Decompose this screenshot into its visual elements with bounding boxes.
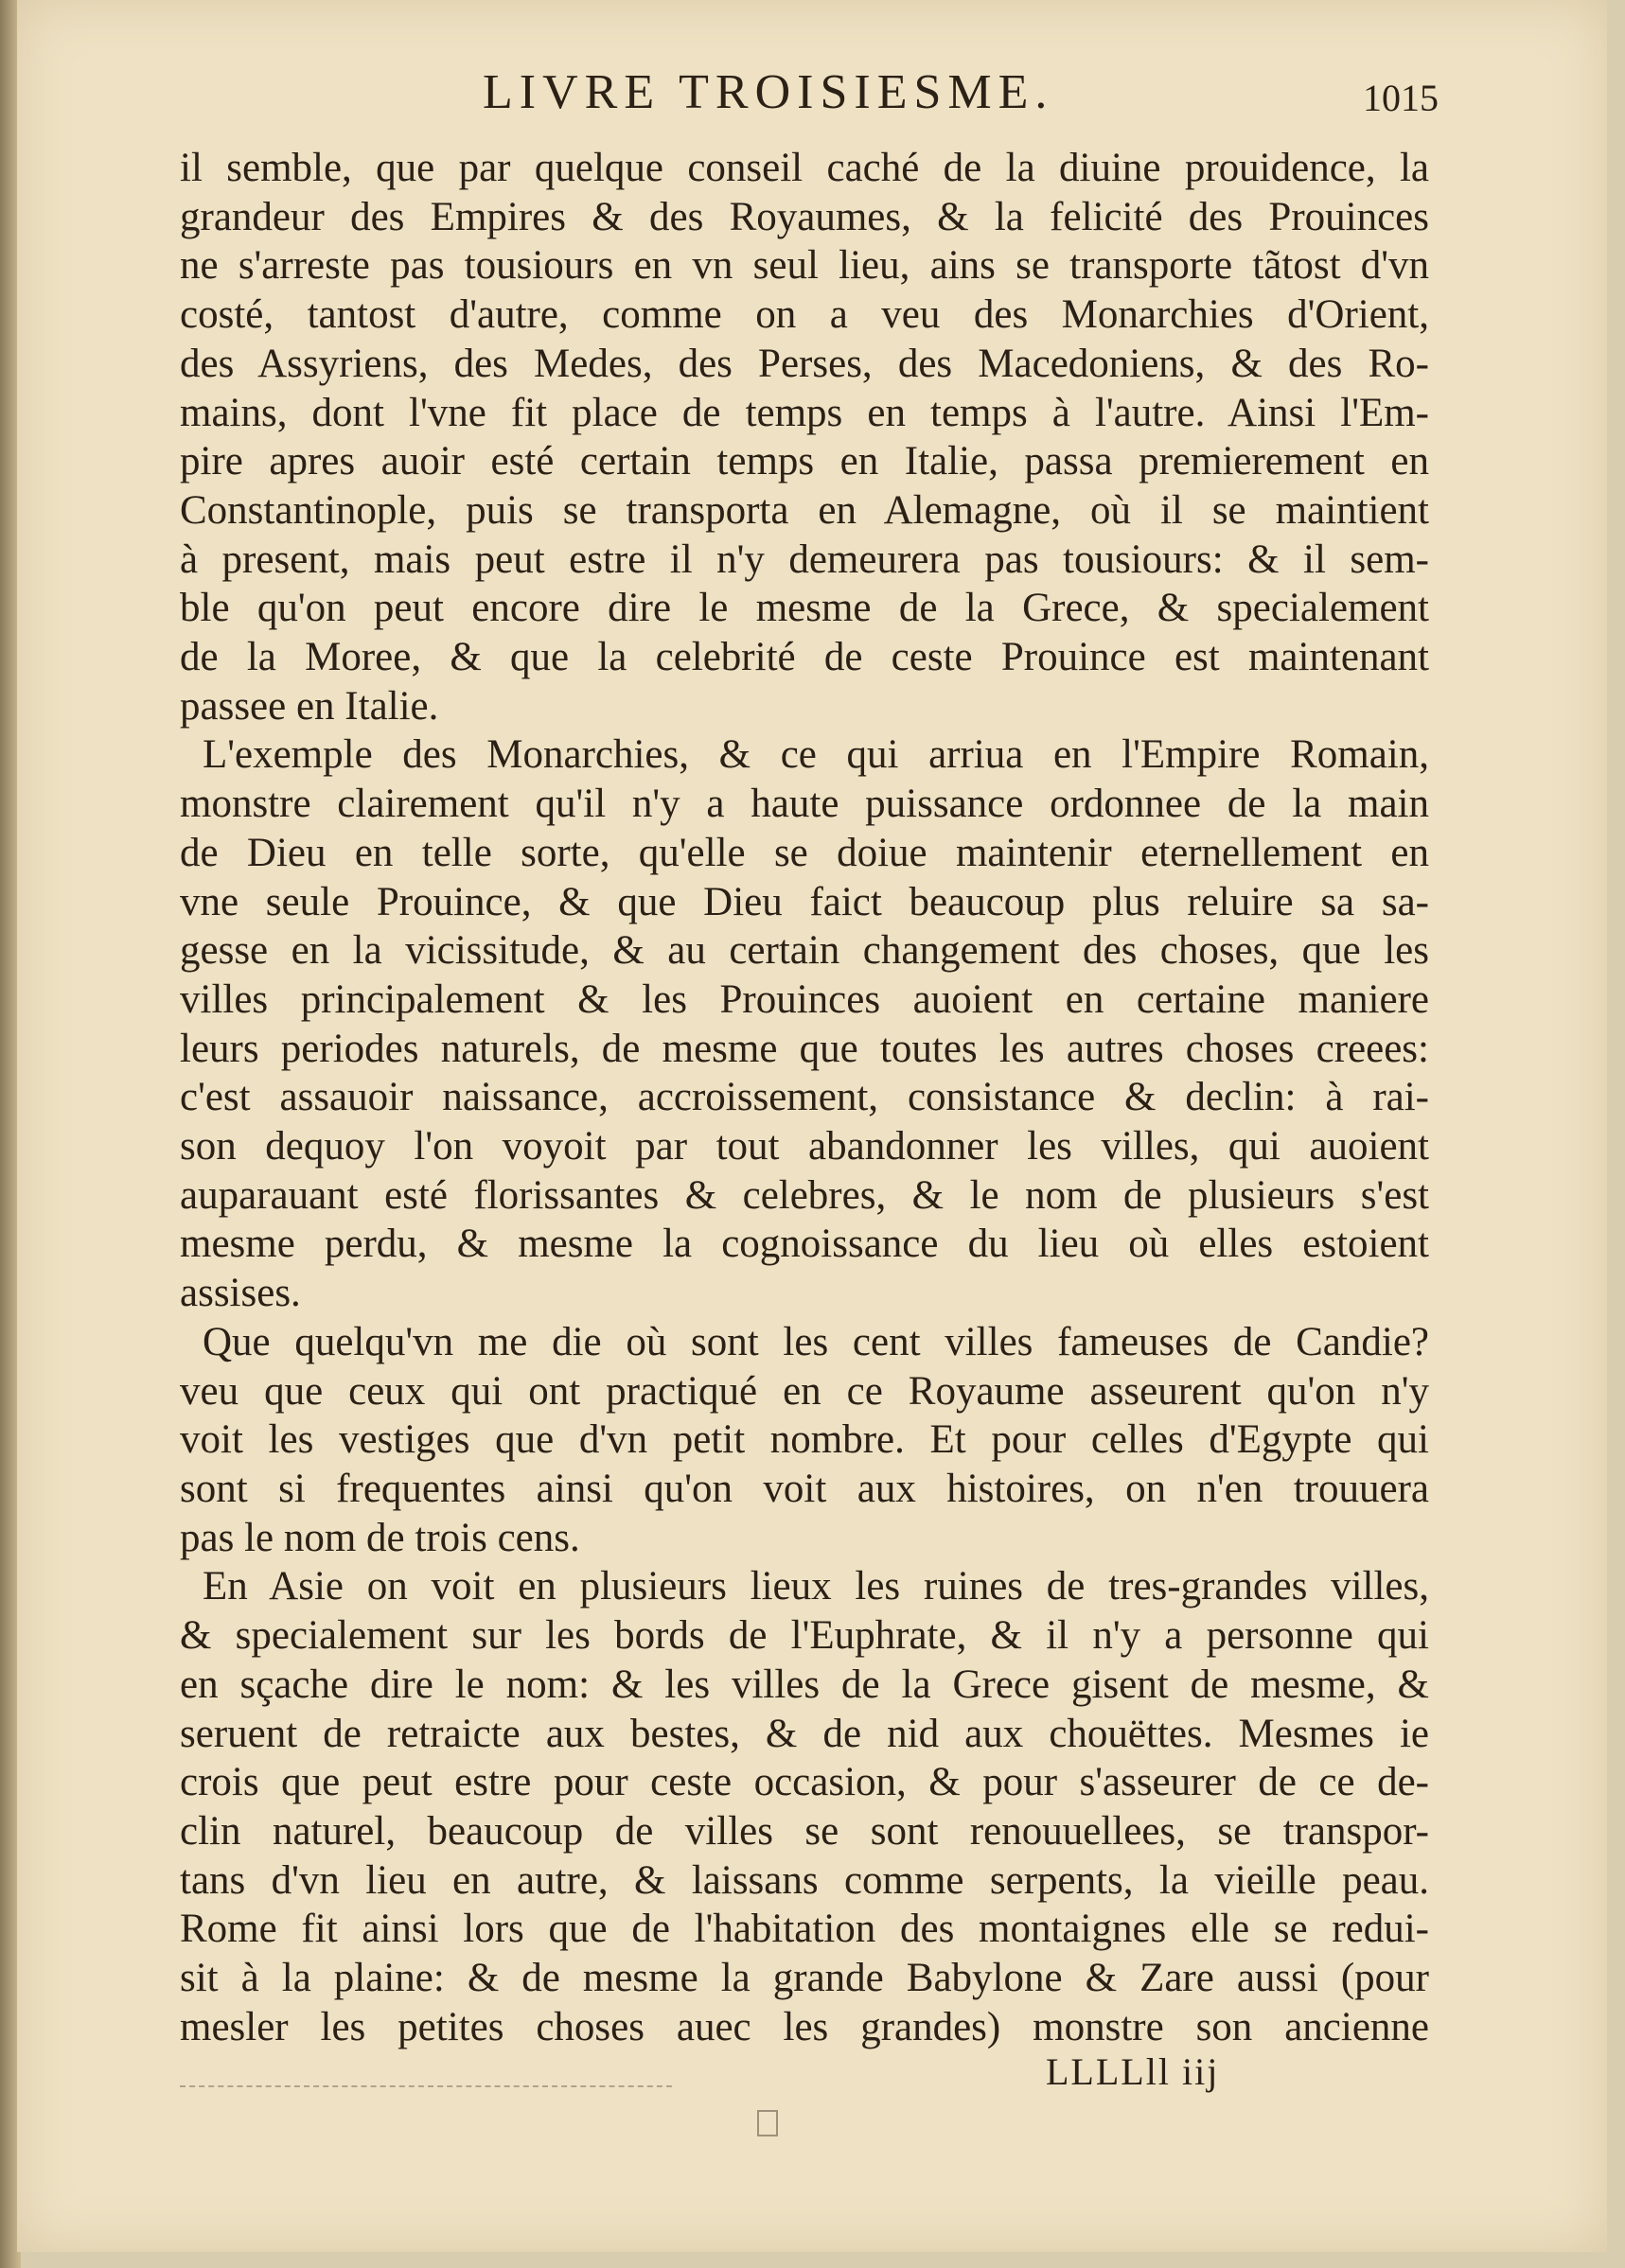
text-line: ne s'arreste pas tousiours en vn seul lieu, ains se transporte tãtost d'vn: [180, 243, 1429, 289]
page-number: 1015: [1363, 77, 1439, 119]
paragraph-1: [180, 144, 1429, 730]
text-line: pire apres auoir esté certain temps en Italie, passa premierement en: [180, 439, 1429, 484]
text-line: tans d'vn lieu en autre, & laissans comme serpents, la vieille peau.: [180, 1857, 1429, 1903]
body-text: [180, 144, 1429, 2051]
text-line: grandeur des Empires & des Royaumes, & la felicité des Prouinces: [180, 194, 1429, 239]
text-line: sit à la plaine: & de mesme la grande Babylone & Zare aussi (pour: [180, 1956, 1429, 2001]
page-header: [180, 64, 1439, 140]
text-line: Rome fit ainsi lors que de l'habitation des montaignes elle se redui-: [180, 1907, 1429, 1952]
text-line: gesse en la vicissitude, & au certain changement des choses, que les: [180, 928, 1429, 974]
text-line: à present, mais peut estre il n'y demeurera pas tousiours: & il sem-: [180, 536, 1429, 582]
text-line: pas le nom de trois cens.: [180, 1515, 580, 1560]
text-line: En Asie on voit en plusieurs lieux les ruines de tres-grandes villes,: [203, 1564, 1429, 1609]
paragraph-2: [180, 730, 1429, 1317]
text-line: L'exemple des Monarchies, & ce qui arriua en l'Empire Romain,: [203, 732, 1429, 778]
text-line: mesme perdu, & mesme la cognoissance du lieu où elles estoient: [180, 1222, 1429, 1267]
paragraph-4: [180, 1562, 1429, 2051]
text-line: vne seule Prouince, & que Dieu faict beaucoup plus reluire sa sa-: [180, 879, 1429, 924]
text-line: clin naturel, beaucoup de villes se sont renouuellees, se transpor-: [180, 1808, 1429, 1854]
text-line: en sçache dire le nom: & les villes de la Grece gisent de mesme, &: [180, 1661, 1429, 1707]
text-line: mesler les petites choses auec les grandes) monstre son ancienne: [180, 2004, 1429, 2049]
text-line: auparauant esté florissantes & celebres, & le nom de plusieurs s'est: [180, 1172, 1429, 1218]
text-line: passee en Italie.: [180, 683, 439, 729]
text-line: mains, dont l'vne fit place de temps en temps à l'autre. Ainsi l'Em-: [180, 390, 1429, 435]
text-line: monstre clairement qu'il n'y a haute puissance ordonnee de la main: [180, 782, 1429, 827]
text-line: leurs periodes naturels, de mesme que toutes les autres choses creees:: [180, 1026, 1429, 1071]
text-line: des Assyriens, des Medes, des Perses, des Macedoniens, & des Ro-: [180, 341, 1429, 386]
signature-mark: LLLLll iij: [1046, 2050, 1220, 2093]
text-line: de la Moree, & que la celebrité de ceste Prouince est maintenant: [180, 635, 1429, 680]
text-line: veu que ceux qui ont practiqué en ce Royaume asseurent qu'on n'y: [180, 1368, 1429, 1414]
text-line: Constantinople, puis se transporta en Alemagne, où il se maintient: [180, 487, 1429, 533]
text-line: sont si frequentes ainsi qu'on voit aux histoires, on n'en trouuera: [180, 1466, 1429, 1511]
text-line: villes principalement & les Prouinces auoient en certaine maniere: [180, 976, 1429, 1022]
text-line: voit les vestiges que d'vn petit nombre. Et pour celles d'Egypte qui: [180, 1417, 1429, 1463]
paragraph-3: [180, 1318, 1429, 1563]
text-line: son dequoy l'on voyoit par tout abandonner les villes, qui auoient: [180, 1124, 1429, 1169]
text-line: seruent de retraicte aux bestes, & de nid aux chouëttes. Mesmes ie: [180, 1711, 1429, 1756]
footer-rule: [180, 2085, 672, 2087]
text-line: costé, tantost d'autre, comme on a veu des Monarchies d'Orient,: [180, 292, 1429, 338]
text-line: assises.: [180, 1271, 301, 1316]
text-line: c'est assauoir naissance, accroissement, consistance & declin: à rai-: [180, 1075, 1429, 1120]
text-line: de Dieu en telle sorte, qu'elle se doiue maintenir eternellement en: [180, 830, 1429, 875]
bleed-through-mark: [757, 2110, 778, 2136]
text-line: & specialement sur les bords de l'Euphrate, & il n'y a personne qui: [180, 1613, 1429, 1659]
text-line: crois que peut estre pour ceste occasion, & pour s'asseurer de ce de-: [180, 1760, 1429, 1805]
text-line: il semble, que par quelque conseil caché de la diuine prouidence, la: [180, 146, 1429, 190]
text-line: ble qu'on peut encore dire le mesme de la Grece, & specialement: [180, 586, 1429, 631]
running-title: LIVRE TROISIESME.: [483, 65, 1054, 119]
text-line: Que quelqu'vn me die où sont les cent villes fameuses de Candie?: [203, 1319, 1429, 1364]
